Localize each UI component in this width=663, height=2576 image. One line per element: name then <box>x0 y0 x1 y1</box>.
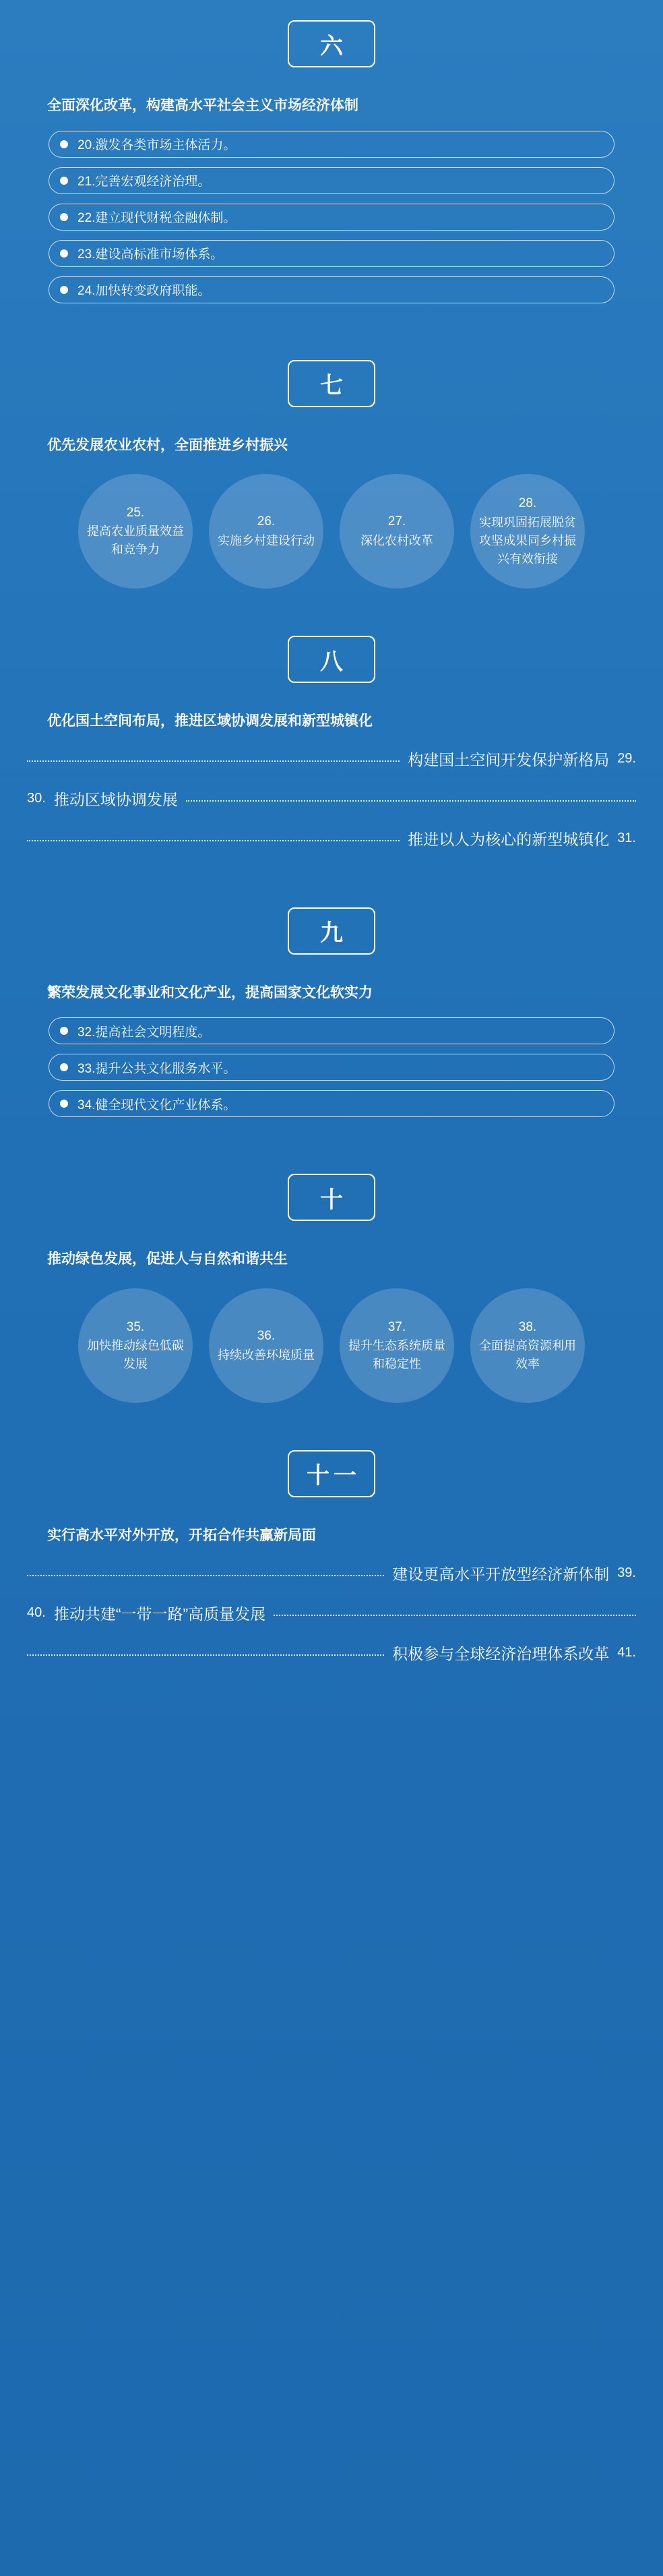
dotted-leader <box>186 800 636 802</box>
circle-label: 全面提高资源利用效率 <box>479 1339 576 1371</box>
circle-number: 28. <box>518 496 537 511</box>
dotted-row[interactable] <box>27 787 636 810</box>
circle-label: 提高农业质量效益和竞争力 <box>87 525 184 557</box>
circle-number: 38. <box>518 1319 537 1334</box>
list-item-label: 21.完善宏观经济治理。 <box>77 175 211 189</box>
dotted-row-label: 构建国土空间开发保护新格局 <box>408 750 610 769</box>
bullet-dot-icon <box>60 213 68 221</box>
spacer <box>0 407 663 434</box>
dotted-row[interactable] <box>27 748 636 770</box>
top-spacer <box>0 0 663 20</box>
circle-number: 36. <box>257 1329 276 1344</box>
dotted-leader <box>27 840 400 841</box>
dotted-row[interactable] <box>27 827 636 849</box>
circle-label: 持续改善环境质量 <box>218 1348 315 1362</box>
section-8 <box>0 636 663 849</box>
circle-label: 实施乡村建设行动 <box>218 533 315 547</box>
circle-number: 27. <box>387 514 406 529</box>
spacer <box>0 589 663 636</box>
circle-item[interactable] <box>340 474 454 589</box>
list-item[interactable] <box>49 1054 614 1081</box>
spacer <box>0 1497 663 1524</box>
section-numeral-11: 十一 <box>288 1450 375 1497</box>
bullet-dot-icon <box>60 1027 68 1035</box>
spacer <box>0 867 663 907</box>
badge-wrap-8 <box>0 636 663 683</box>
spacer <box>0 955 663 982</box>
circle-item[interactable] <box>340 1288 454 1403</box>
badge-wrap-11 <box>0 1450 663 1497</box>
list-item-label: 23.建设高标准市场体系。 <box>77 247 224 262</box>
circle-row-10 <box>0 1288 663 1403</box>
circle-number: 25. <box>126 505 145 520</box>
list-item[interactable] <box>49 276 614 303</box>
list-item[interactable] <box>49 167 614 194</box>
dotted-row[interactable] <box>27 1562 636 1584</box>
dotted-row-index: 40. <box>27 1605 46 1620</box>
dotted-row[interactable] <box>27 1642 636 1664</box>
list-item-label: 33.提升公共文化服务水平。 <box>77 1061 236 1076</box>
bullet-dot-icon <box>60 286 68 294</box>
badge-wrap-10 <box>0 1174 663 1221</box>
circle-item[interactable] <box>209 1288 323 1403</box>
section-numeral-9: 九 <box>288 907 375 955</box>
dotted-rows-8 <box>0 748 663 849</box>
circle-item[interactable] <box>209 474 323 589</box>
circle-number: 26. <box>257 514 276 529</box>
spacer <box>0 313 663 360</box>
spacer <box>0 1403 663 1450</box>
spacer <box>0 67 663 94</box>
circle-label: 深化农村改革 <box>360 533 433 547</box>
bullet-dot-icon <box>60 1100 68 1108</box>
bullet-dot-icon <box>60 249 68 258</box>
circle-item[interactable] <box>78 1288 193 1403</box>
section-numeral-8: 八 <box>288 636 375 683</box>
list-item[interactable] <box>49 204 614 231</box>
dotted-leader <box>27 1654 384 1656</box>
section-11 <box>0 1450 663 1664</box>
list-item[interactable] <box>49 1017 614 1044</box>
dotted-leader <box>27 1575 384 1576</box>
section-title-8: 优化国土空间布局，推进区域协调发展和新型城镇化 <box>47 713 373 729</box>
dotted-row-label: 推动共建“一带一路”高质量发展 <box>53 1605 266 1623</box>
section-title-6: 全面深化改革，构建高水平社会主义市场经济体制 <box>47 98 358 113</box>
dotted-row-index: 31. <box>617 830 636 845</box>
section-title-10: 推动绿色发展，促进人与自然和谐共生 <box>47 1251 288 1267</box>
dotted-rows-11 <box>0 1562 663 1664</box>
section-title-9: 繁荣发展文化事业和文化产业，提高国家文化软实力 <box>47 984 373 1000</box>
section-7 <box>0 360 663 589</box>
section-numeral-10: 十 <box>288 1174 375 1221</box>
dotted-row-label: 积极参与全球经济治理体系改革 <box>392 1644 610 1663</box>
section-6 <box>0 20 663 303</box>
dotted-row-label: 推进以人为核心的新型城镇化 <box>408 830 610 848</box>
list-item[interactable] <box>49 1090 614 1117</box>
section-10 <box>0 1174 663 1403</box>
circle-item[interactable] <box>78 474 193 589</box>
dotted-leader <box>27 760 400 762</box>
list-item[interactable] <box>49 240 614 267</box>
circle-label: 加快推动绿色低碳发展 <box>87 1339 184 1371</box>
circle-item[interactable] <box>470 474 585 589</box>
spacer <box>0 1221 663 1248</box>
section-numeral-7: 七 <box>288 360 375 407</box>
list-item-label: 24.加快转变政府职能。 <box>77 284 211 299</box>
pill-list-6 <box>0 131 663 303</box>
list-item[interactable] <box>49 131 614 158</box>
dotted-leader <box>274 1615 636 1616</box>
circle-row-7 <box>0 474 663 589</box>
badge-wrap-9 <box>0 907 663 955</box>
list-item-label: 32.提高社会文明程度。 <box>77 1025 211 1040</box>
dotted-row-index: 39. <box>617 1565 636 1580</box>
circle-item[interactable] <box>470 1288 585 1403</box>
badge-wrap-7 <box>0 360 663 407</box>
list-item-label: 34.健全现代文化产业体系。 <box>77 1098 236 1112</box>
section-9 <box>0 907 663 1118</box>
section-numeral-6: 六 <box>288 20 375 67</box>
badge-wrap-6 <box>0 20 663 67</box>
dotted-row-label: 推动区域协调发展 <box>53 790 178 808</box>
dotted-row-label: 建设更高水平开放型经济新体制 <box>392 1565 610 1583</box>
section-title-7: 优先发展农业农村，全面推进乡村振兴 <box>47 437 288 453</box>
bullet-dot-icon <box>60 140 68 148</box>
pill-list-9 <box>0 1017 663 1117</box>
spacer <box>0 1127 663 1174</box>
list-item-label: 22.建立现代财税金融体制。 <box>77 211 236 226</box>
bullet-dot-icon <box>60 1063 68 1071</box>
section-title-11: 实行高水平对外开放，开拓合作共赢新局面 <box>47 1527 316 1543</box>
dotted-row-index: 41. <box>617 1644 636 1660</box>
circle-label: 提升生态系统质量和稳定性 <box>348 1339 445 1371</box>
bullet-dot-icon <box>60 177 68 185</box>
spacer <box>0 683 663 710</box>
dotted-row-index: 29. <box>617 750 636 766</box>
dotted-row[interactable] <box>27 1602 636 1624</box>
circle-number: 35. <box>126 1319 145 1334</box>
circle-number: 37. <box>387 1319 406 1334</box>
circle-label: 实现巩固拓展脱贫攻坚成果同乡村振兴有效衔接 <box>479 515 576 566</box>
list-item-label: 20.激发各类市场主体活力。 <box>77 138 236 153</box>
dotted-row-index: 30. <box>27 790 46 806</box>
